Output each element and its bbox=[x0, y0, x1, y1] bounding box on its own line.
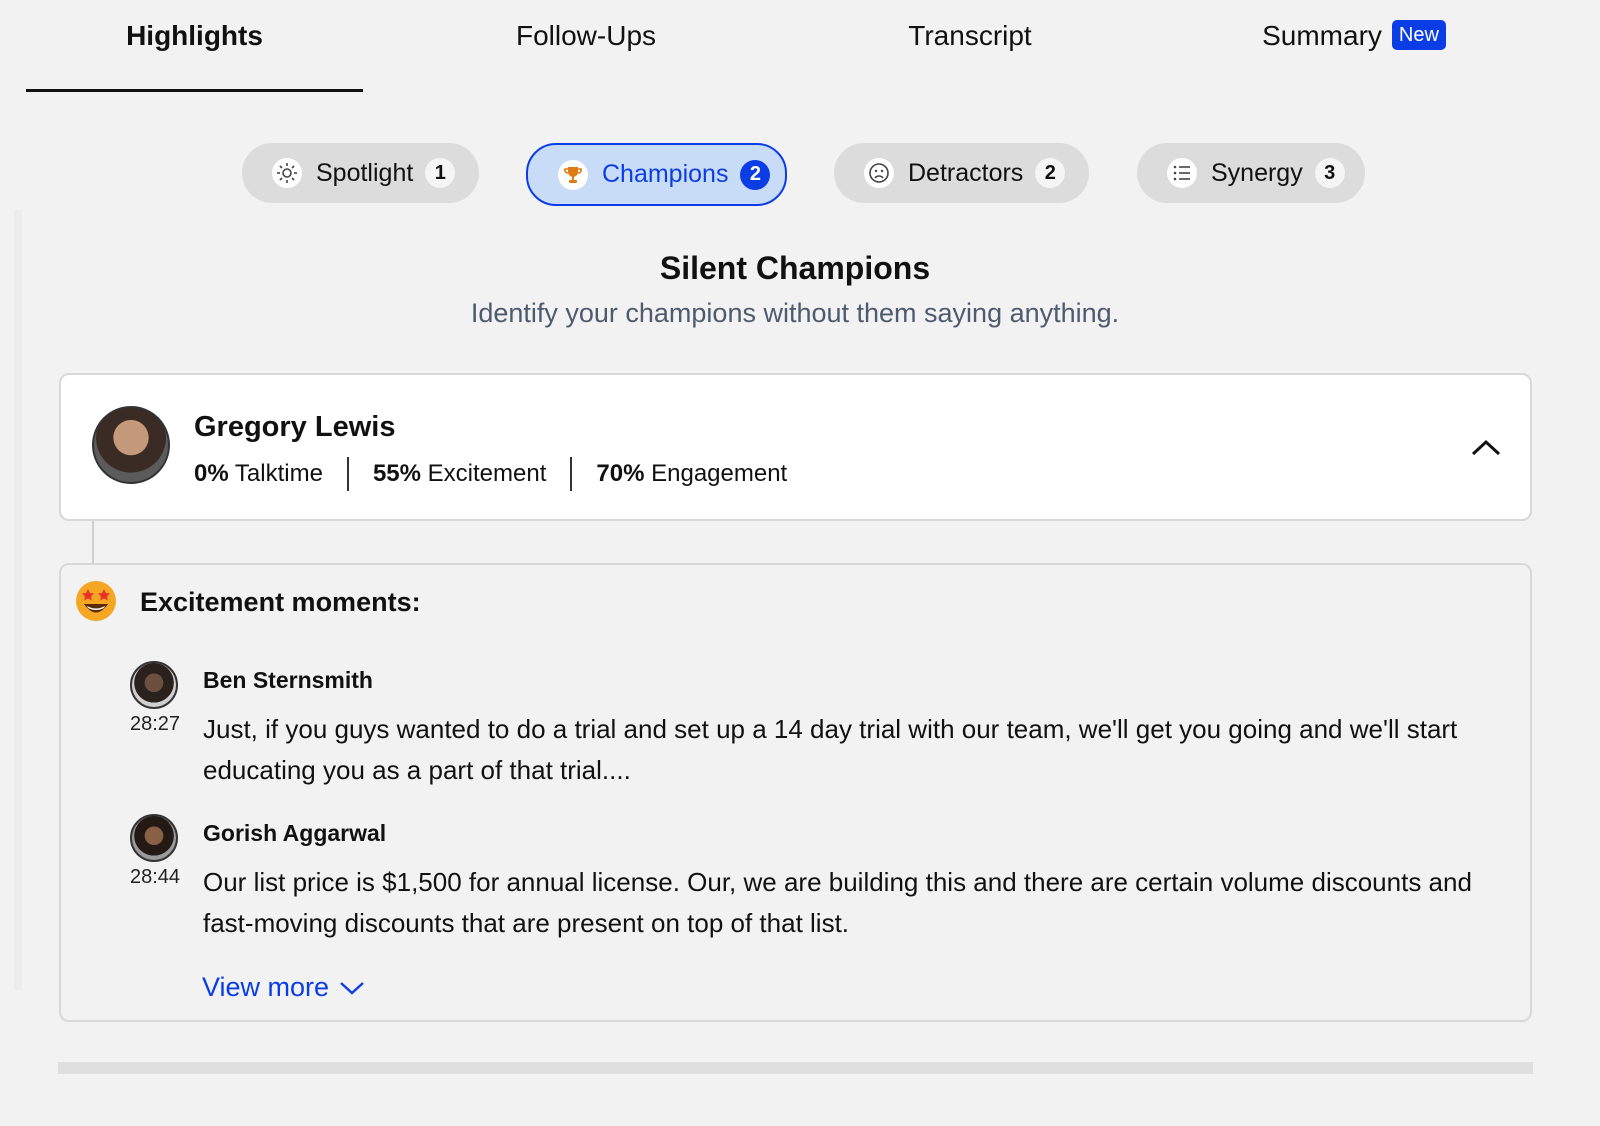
pill-count: 3 bbox=[1315, 158, 1345, 188]
metric-engagement bbox=[596, 460, 787, 488]
pill-detractors[interactable] bbox=[834, 143, 1089, 203]
pill-label: Champions bbox=[602, 160, 729, 188]
connector-line bbox=[92, 521, 94, 563]
tab-summary[interactable] bbox=[1131, 0, 1577, 92]
tab-bar bbox=[26, 0, 1566, 92]
tab-highlights[interactable] bbox=[26, 0, 363, 92]
quote-text: Just, if you guys wanted to do a trial and set up a 14 day trial with our team, we'll get you going and we'll start educating you as a part of that trial.... bbox=[203, 714, 1458, 785]
category-pills bbox=[0, 143, 1600, 205]
metric-label: Excitement bbox=[427, 460, 547, 487]
frown-icon bbox=[864, 158, 894, 188]
quote-text: Our list price is $1,500 for annual license. Our, we are building this and there are certain volume discounts and fast-moving discounts that are present on top of that list. bbox=[203, 867, 1472, 938]
person-name: Gregory Lewis bbox=[194, 411, 396, 443]
metric-value: 70% bbox=[596, 460, 645, 487]
bottom-divider bbox=[58, 1062, 1533, 1074]
metrics bbox=[194, 457, 787, 491]
pill-champions[interactable] bbox=[526, 143, 787, 206]
speaker-name: Ben Sternsmith bbox=[203, 667, 373, 693]
avatar bbox=[130, 814, 178, 862]
star-struck-emoji-icon bbox=[74, 579, 118, 623]
pill-label: Detractors bbox=[908, 158, 1024, 187]
tab-transcript[interactable] bbox=[809, 0, 1131, 92]
person-card[interactable] bbox=[59, 373, 1532, 521]
view-more-link[interactable] bbox=[202, 972, 365, 1003]
metric-divider bbox=[347, 457, 349, 491]
list-item[interactable] bbox=[130, 814, 1510, 944]
sun-icon bbox=[272, 158, 302, 188]
metric-value: 0% bbox=[194, 460, 229, 487]
pill-count: 2 bbox=[1035, 158, 1065, 188]
timestamp[interactable]: 28:27 bbox=[130, 713, 181, 735]
pill-count: 1 bbox=[425, 158, 455, 188]
excitement-moments-card bbox=[59, 563, 1532, 1022]
metric-talktime bbox=[194, 460, 323, 488]
metric-divider bbox=[570, 457, 572, 491]
tab-label: Follow-Ups bbox=[515, 20, 657, 51]
section-title: Silent Champions bbox=[659, 250, 931, 286]
list-item[interactable] bbox=[130, 661, 1510, 791]
tab-label: Summary bbox=[1262, 20, 1382, 51]
metric-excitement bbox=[373, 460, 546, 488]
tab-label: Transcript bbox=[908, 20, 1032, 51]
tab-label: Highlights bbox=[126, 20, 263, 51]
avatar bbox=[130, 661, 178, 709]
pill-synergy[interactable] bbox=[1137, 143, 1365, 203]
trophy-icon bbox=[558, 160, 588, 190]
avatar bbox=[92, 406, 170, 484]
section-subtitle: Identify your champions without them saying anything. bbox=[470, 298, 1120, 328]
chevron-down-icon bbox=[339, 980, 365, 996]
metric-label: Talktime bbox=[234, 460, 323, 487]
chevron-up-icon[interactable] bbox=[1468, 430, 1504, 466]
metric-value: 55% bbox=[372, 460, 421, 487]
tab-follow-ups[interactable] bbox=[363, 0, 809, 92]
view-more-label: View more bbox=[202, 972, 330, 1002]
pill-count: 2 bbox=[740, 160, 770, 190]
list-icon bbox=[1167, 158, 1197, 188]
pill-label: Synergy bbox=[1211, 158, 1303, 187]
pill-label: Spotlight bbox=[316, 158, 414, 187]
moments-title: Excitement moments: bbox=[140, 587, 421, 617]
speaker-name: Gorish Aggarwal bbox=[203, 820, 387, 846]
pill-spotlight[interactable] bbox=[242, 143, 479, 203]
new-badge: New bbox=[1392, 20, 1446, 50]
metric-label: Engagement bbox=[651, 460, 788, 487]
timestamp[interactable]: 28:44 bbox=[130, 866, 181, 888]
